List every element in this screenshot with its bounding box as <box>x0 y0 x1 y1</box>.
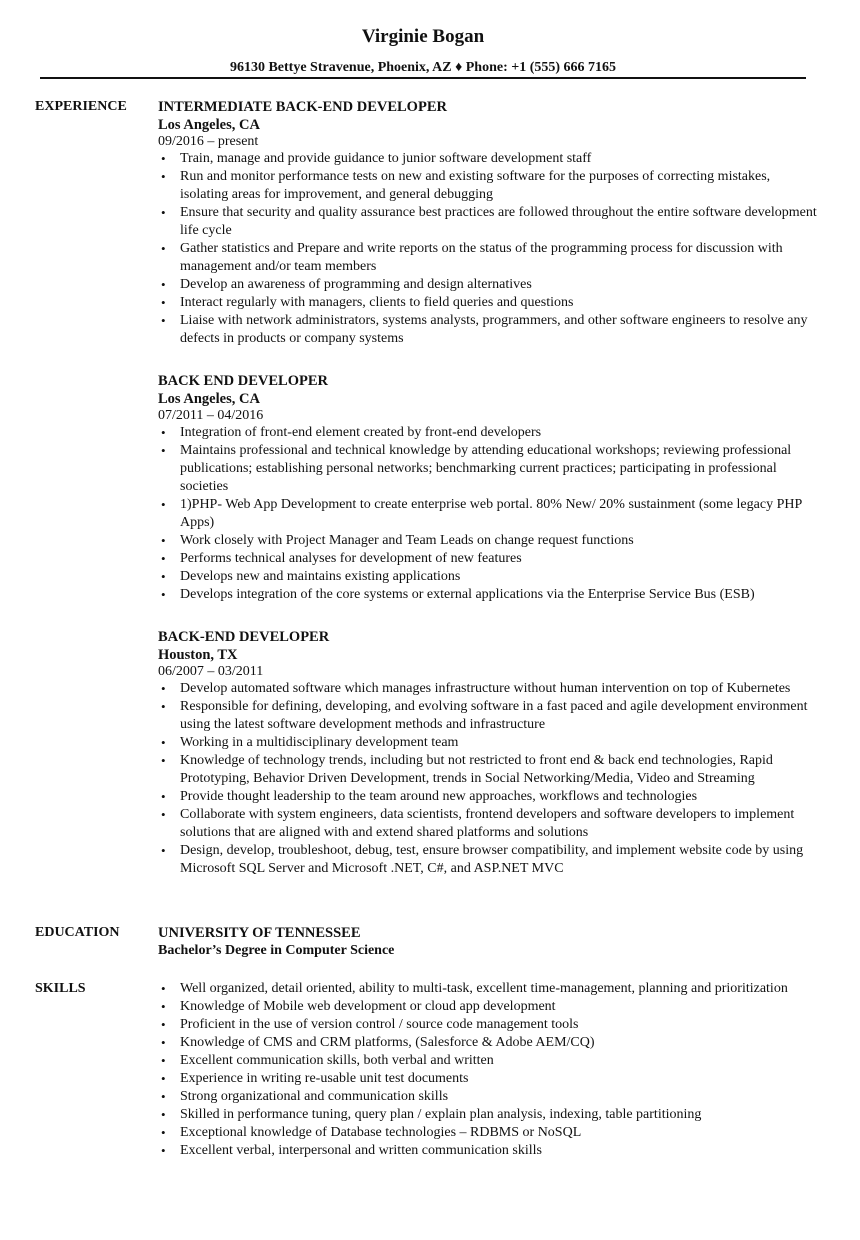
job-bullet: • Train, manage and provide guidance to junior software development staff <box>158 150 820 168</box>
job-location: Los Angeles, CA <box>158 391 260 407</box>
job-bullet: • 1)PHP- Web App Development to create enterprise web portal. 80% New/ 20% sustainment (some legacy PHP Apps) <box>158 496 820 532</box>
skill-item: • Excellent communication skills, both verbal and written <box>158 1052 820 1070</box>
job-bullet: • Knowledge of technology trends, including but not restricted to front end & back end technologies, Rapid Prototyping, Behavior Driven Development, trends in Social Networking/Media, Video and Streaming <box>158 752 820 788</box>
job-bullet-list <box>158 150 818 348</box>
section-label-skills: SKILLS <box>35 981 86 996</box>
job-bullet: • Working in a multidisciplinary development team <box>158 734 820 752</box>
job-bullet: • Develops integration of the core systems or external applications via the Enterprise Service Bus (ESB) <box>158 586 820 604</box>
section-label-experience: EXPERIENCE <box>35 99 127 114</box>
job-dates: 09/2016 – present <box>158 134 259 149</box>
job-dates: 07/2011 – 04/2016 <box>158 408 264 423</box>
job-location: Houston, TX <box>158 647 238 663</box>
job-bullet: • Run and monitor performance tests on new and existing software for the purposes of correcting mistakes, isolating areas for improvement, and general debugging <box>158 168 820 204</box>
job-bullet: • Integration of front-end element created by front-end developers <box>158 424 820 442</box>
job-bullet: • Ensure that security and quality assurance best practices are followed throughout the entire software development life cycle <box>158 204 820 240</box>
job-bullet: • Maintains professional and technical knowledge by attending educational workshops; reviewing professional publications; establishing personal networks; benchmarking current practices; participating in professional societies <box>158 442 820 496</box>
section-label-education: EDUCATION <box>35 925 120 940</box>
skill-item: • Knowledge of CMS and CRM platforms, (Salesforce & Adobe AEM/CQ) <box>158 1034 820 1052</box>
contact-line: 96130 Bettye Stravenue, Phoenix, AZ ♦ Phone: +1 (555) 666 7165 <box>229 60 617 75</box>
job-bullet: • Develop an awareness of programming and design alternatives <box>158 276 820 294</box>
candidate-name: Virginie Bogan <box>361 26 485 47</box>
job-bullet: • Develops new and maintains existing applications <box>158 568 820 586</box>
skills-entry <box>158 980 818 1160</box>
skill-item: • Well organized, detail oriented, ability to multi-task, excellent time-management, planning and prioritization <box>158 980 820 998</box>
job-bullet: • Gather statistics and Prepare and write reports on the status of the programming process for discussion with management and/or team members <box>158 240 820 276</box>
job-title: BACK-END DEVELOPER <box>158 629 330 645</box>
job-dates: 06/2007 – 03/2011 <box>158 664 264 679</box>
job-title: BACK END DEVELOPER <box>158 373 328 389</box>
skill-item: • Strong organizational and communication skills <box>158 1088 820 1106</box>
job-bullet: • Collaborate with system engineers, data scientists, frontend developers and software developers to implement solutions that are aligned with and extend shared platforms and solutions <box>158 806 820 842</box>
skill-item: • Exceptional knowledge of Database technologies – RDBMS or NoSQL <box>158 1124 820 1142</box>
job-bullet: • Performs technical analyses for development of new features <box>158 550 820 568</box>
job-bullet: • Provide thought leadership to the team around new approaches, workflows and technologies <box>158 788 820 806</box>
job-bullet: • Responsible for defining, developing, and evolving software in a fast paced and agile development environment using the latest software development methods and infrastructure <box>158 698 820 734</box>
job-entry <box>158 372 818 604</box>
job-bullet: • Design, develop, troubleshoot, debug, test, ensure browser compatibility, and implement website code by using Microsoft SQL Server and Microsoft .NET, C#, and ASP.NET MVC <box>158 842 820 878</box>
job-title: INTERMEDIATE BACK-END DEVELOPER <box>158 99 447 115</box>
job-entry <box>158 98 818 348</box>
education-entry <box>158 924 818 960</box>
job-bullet: • Develop automated software which manages infrastructure without human intervention on top of Kubernetes <box>158 680 820 698</box>
skill-item: • Excellent verbal, interpersonal and written communication skills <box>158 1142 820 1160</box>
education-degree: Bachelor’s Degree in Computer Science <box>158 943 395 958</box>
job-bullet: • Interact regularly with managers, clients to field queries and questions <box>158 294 820 312</box>
header-divider <box>40 77 806 79</box>
skills-list <box>158 980 818 1160</box>
skill-item: • Experience in writing re-usable unit test documents <box>158 1070 820 1088</box>
job-bullet-list <box>158 424 818 604</box>
skill-item: • Skilled in performance tuning, query plan / explain plan analysis, indexing, table partitioning <box>158 1106 820 1124</box>
job-location: Los Angeles, CA <box>158 117 260 133</box>
job-bullet-list <box>158 680 818 878</box>
job-entry <box>158 628 818 878</box>
job-bullet: • Liaise with network administrators, systems analysts, programmers, and other software engineers to resolve any defects in products or company systems <box>158 312 820 348</box>
education-school: UNIVERSITY OF TENNESSEE <box>158 925 361 941</box>
job-bullet: • Work closely with Project Manager and Team Leads on change request functions <box>158 532 820 550</box>
skill-item: • Proficient in the use of version control / source code management tools <box>158 1016 820 1034</box>
skill-item: • Knowledge of Mobile web development or cloud app development <box>158 998 820 1016</box>
